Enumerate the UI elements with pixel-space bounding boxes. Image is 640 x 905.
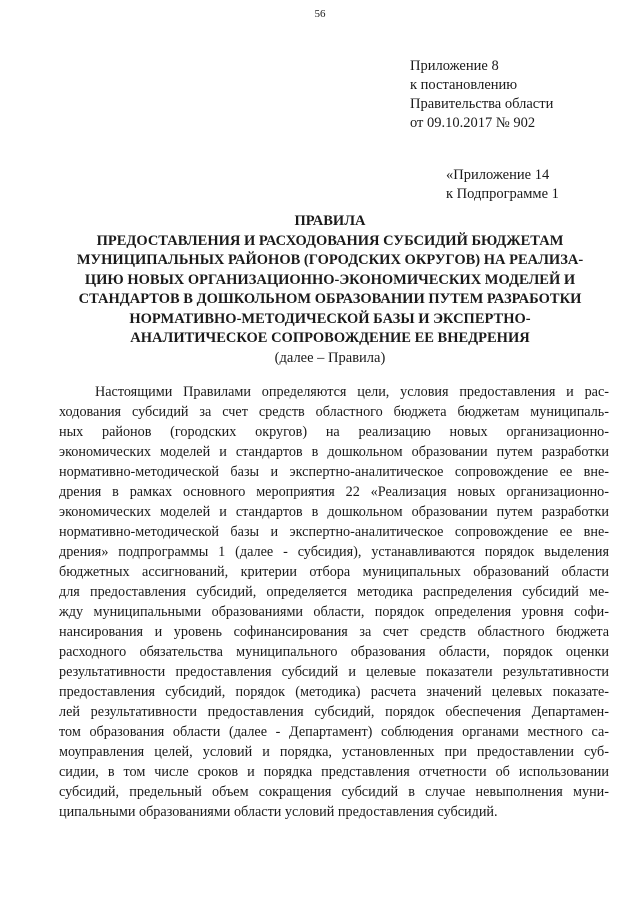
appendix-line: Приложение 8 <box>410 58 499 74</box>
body-line: Настоящими Правилами определяются цели, условия предоставления и рас- <box>95 384 609 400</box>
subappendix-line: «Приложение 14 <box>446 167 550 183</box>
title-line: ПРАВИЛА <box>294 213 366 229</box>
body-line: ципальными образованиями области условий предоставления субсидий. <box>59 804 498 820</box>
document-title <box>40 212 620 368</box>
appendix-line: к постановлению <box>410 77 518 93</box>
body-line: сидии, в том числе сроков и порядка представления отчетности об использовании <box>59 764 609 780</box>
body-line: для предоставления субсидий, определяется методика распределения субсидий ме- <box>59 584 609 600</box>
body-paragraph <box>59 382 609 822</box>
body-line: нансирования и уровень софинансирования за счет средств областного бюджета <box>59 624 609 640</box>
title-line: ЦИЮ НОВЫХ ОРГАНИЗАЦИОННО-ЭКОНОМИЧЕСКИХ МОДЕЛЕЙ И <box>84 271 576 288</box>
appendix-line: от 09.10.2017 № 902 <box>410 115 536 131</box>
title-line: НОРМАТИВНО-МЕТОДИЧЕСКОЙ БАЗЫ И ЭКСПЕРТНО- <box>129 310 531 327</box>
title-line: ПРЕДОСТАВЛЕНИЯ И РАСХОДОВАНИЯ СУБСИДИЙ БЮДЖЕТАМ <box>96 232 564 249</box>
body-line: дрения» подпрограммы 1 (далее - субсидия), устанавливаются порядок выделения <box>59 544 609 560</box>
subappendix-line: к Подпрограмме 1 <box>446 186 559 202</box>
title-line: СТАНДАРТОВ В ДОШКОЛЬНОМ ОБРАЗОВАНИИ ПУТЕМ РАЗРАБОТКИ <box>78 291 582 307</box>
body-line: результативности предоставления субсидий и целевые показатели результативности <box>59 664 609 680</box>
body-line: том образования области (далее - Департамент) соблюдения органами местного са- <box>59 724 609 740</box>
body-line: расходного обязательства муниципального образования области, порядок оценки <box>59 644 609 660</box>
body-line: нормативно-методической базы и экспертно-аналитическое сопровождение ее вне- <box>59 464 609 480</box>
body-line: ходования субсидий за счет средств областного бюджета бюджетам муниципаль- <box>59 404 609 420</box>
title-line: АНАЛИТИЧЕСКОЕ СОПРОВОЖДЕНИЕ ЕЕ ВНЕДРЕНИЯ <box>130 330 530 346</box>
body-line: ных районов (городских округов) на реализацию новых организационно- <box>59 424 609 440</box>
body-line: жду муниципальными образованиями области, порядок определения уровня софи- <box>59 604 609 620</box>
body-line: дрения в рамках основного мероприятия 22 «Реализация новых организационно- <box>59 484 609 500</box>
body-line: экономических моделей и стандартов в дошкольном образовании путем разработки <box>59 504 609 520</box>
body-line: бюджетных ассигнований, критерии отбора муниципальных образований области <box>59 564 609 580</box>
appendix-reference <box>410 57 553 133</box>
title-line: МУНИЦИПАЛЬНЫХ РАЙОНОВ (ГОРОДСКИХ ОКРУГОВ) НА РЕАЛИЗА- <box>76 252 584 268</box>
title-note: (далее – Правила) <box>274 349 386 366</box>
body-line: лей результативности предоставления субсидий, порядок обеспечения Департамен- <box>59 704 609 720</box>
subappendix-reference <box>446 166 559 204</box>
body-line: субсидий, предельный объем сокращения субсидий в случае невыполнения муни- <box>59 784 609 800</box>
appendix-line: Правительства области <box>410 96 554 112</box>
page-number: 56 <box>314 8 326 20</box>
body-line: предоставления субсидий, порядок (методика) расчета значений целевых показате- <box>59 684 609 700</box>
body-line: нормативно-методической базы и экспертно-аналитическое сопровождение ее вне- <box>59 524 609 540</box>
body-line: экономических моделей и стандартов в дошкольном образовании путем разработки <box>59 444 609 460</box>
body-line: моуправления целей, условий и порядка, установленных при предоставлении суб- <box>59 744 609 760</box>
